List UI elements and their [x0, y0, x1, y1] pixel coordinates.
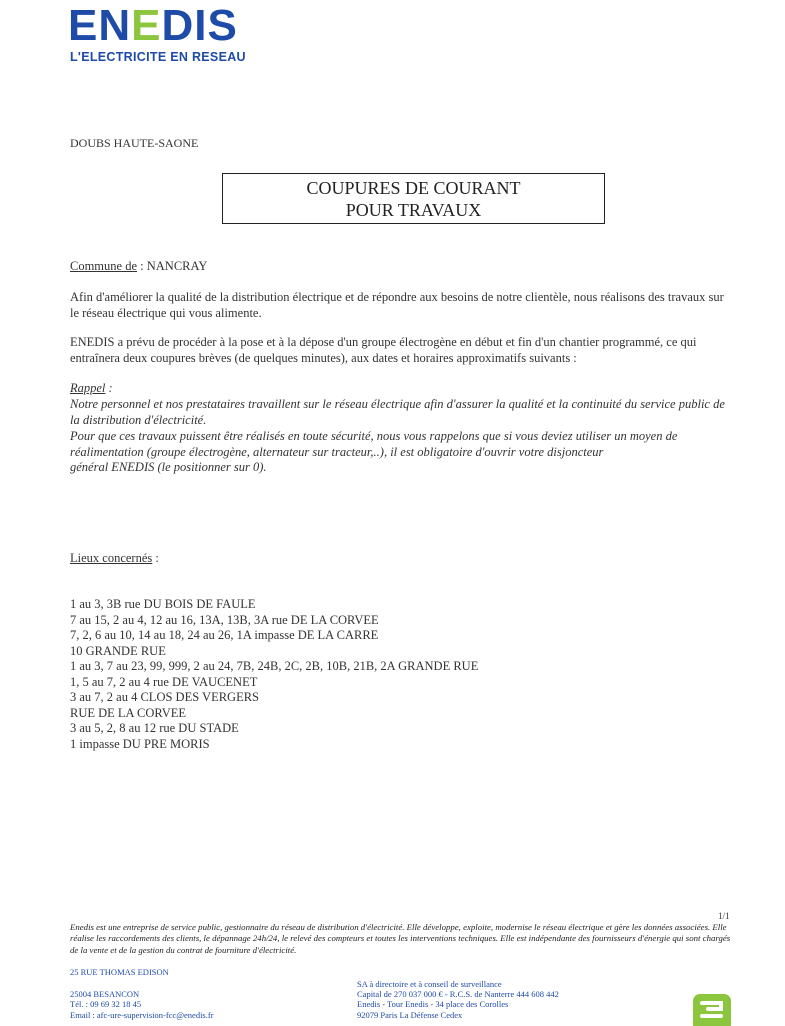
footer-hq-city: 92079 Paris La Défense Cedex	[357, 1010, 463, 1020]
page-number: 1/1	[718, 911, 730, 921]
rappel-heading	[70, 380, 113, 396]
title-line-2: POUR TRAVAUX	[345, 200, 482, 220]
footer-phone: Tél. : 09 69 32 18 45	[70, 999, 142, 1009]
rappel-text-3: général ENEDIS (le positionner sur 0).	[70, 460, 267, 474]
street-item: RUE DE LA CORVEE	[70, 705, 187, 720]
logo-part-en: EN	[68, 1, 132, 50]
title-line-1: COUPURES DE COURANT	[306, 178, 521, 198]
paragraph-2: ENEDIS a prévu de procéder à la pose et à la dépose d'un groupe électrogène en début et fin d'un chantier programmé, ce qui entraînera deux coupures brèves (de quelques minutes), aux dates et horaires approximatifs suivants :	[70, 335, 697, 365]
logo-part-dis: DIS	[161, 1, 238, 50]
footer-capital: Capital de 270 037 000 € - R.C.S. de Nanterre 444 608 442	[357, 989, 559, 999]
rappel-label: Rappel	[70, 381, 106, 395]
footer-email[interactable]: Email : afc-ure-supervision-fcc@enedis.fr	[70, 1010, 214, 1020]
enedis-logo	[68, 2, 238, 50]
title-box	[222, 173, 605, 224]
footer-hq: Enedis - Tour Enedis - 34 place des Corolles	[357, 999, 509, 1009]
lieux-heading	[70, 550, 159, 566]
rappel-text-2: Pour que ces travaux puissent être réalisés en toute sécurité, nous vous rappelons que si vous deviez utiliser un moyen de réalimentation (groupe électrogène, alternateur sur tracteur,..), il est obligatoire d'ouvrir votre disjoncteur	[70, 429, 678, 459]
rappel-colon: :	[105, 381, 113, 395]
commune-value: : NANCRAY	[137, 259, 208, 273]
lieux-label: Lieux concernés	[70, 551, 153, 565]
street-item: 1 impasse DU PRE MORIS	[70, 736, 210, 751]
commune-label: Commune de	[70, 259, 138, 273]
footer-address: 25 RUE THOMAS EDISON	[70, 967, 169, 977]
street-list	[70, 597, 478, 752]
logo-tagline: L'ELECTRICITE EN RESEAU	[70, 50, 246, 64]
street-item: 1 au 3, 7 au 23, 99, 999, 2 au 24, 7B, 24B, 2C, 2B, 10B, 21B, 2A GRANDE RUE	[70, 659, 479, 673]
street-item: 3 au 5, 2, 8 au 12 rue DU STADE	[70, 721, 239, 735]
street-item: 1, 5 au 7, 2 au 4 rue DE VAUCENET	[70, 674, 258, 689]
logo-part-e: E	[131, 1, 162, 50]
enedis-e-icon	[693, 994, 731, 1026]
paragraph-1: Afin d'améliorer la qualité de la distribution électrique et de répondre aux besoins de notre clientèle, nous réalisons des travaux sur le réseau électrique qui vous alimente.	[70, 290, 724, 320]
street-item: 7, 2, 6 au 10, 14 au 18, 24 au 26, 1A impasse DE LA CARRE	[70, 628, 379, 642]
lieux-colon: :	[152, 551, 159, 565]
region-label: DOUBS HAUTE-SAONE	[70, 136, 199, 150]
street-item: 7 au 15, 2 au 4, 12 au 16, 13A, 13B, 3A rue DE LA CORVEE	[70, 612, 379, 627]
footer-company-type: SA à directoire et à conseil de surveillance	[357, 979, 502, 989]
commune-line	[70, 258, 207, 274]
street-item: 3 au 7, 2 au 4 CLOS DES VERGERS	[70, 690, 260, 704]
rappel-text-1: Notre personnel et nos prestataires travaillent sur le réseau électrique afin d'assurer la qualité et la continuité du service public de la distribution d'électricité.	[70, 397, 725, 427]
footer-disclaimer: Enedis est une entreprise de service public, gestionnaire du réseau de distribution d'électricité. Elle développe, exploite, modernise le réseau électrique et gère les données associées. Elle réalise les raccordements des clients, le dépannage 24h/24, le relevé des compteurs et toutes les interventions techniques. Elle est indépendante des fournisseurs d'énergie qui sont chargés de la vente et de la gestion du contrat de fourniture d'électricité.	[70, 922, 731, 955]
footer-city: 25004 BESANCON	[70, 989, 140, 999]
street-item: 1 au 3, 3B rue DU BOIS DE FAULE	[70, 597, 256, 611]
street-item: 10 GRANDE RUE	[70, 643, 166, 658]
